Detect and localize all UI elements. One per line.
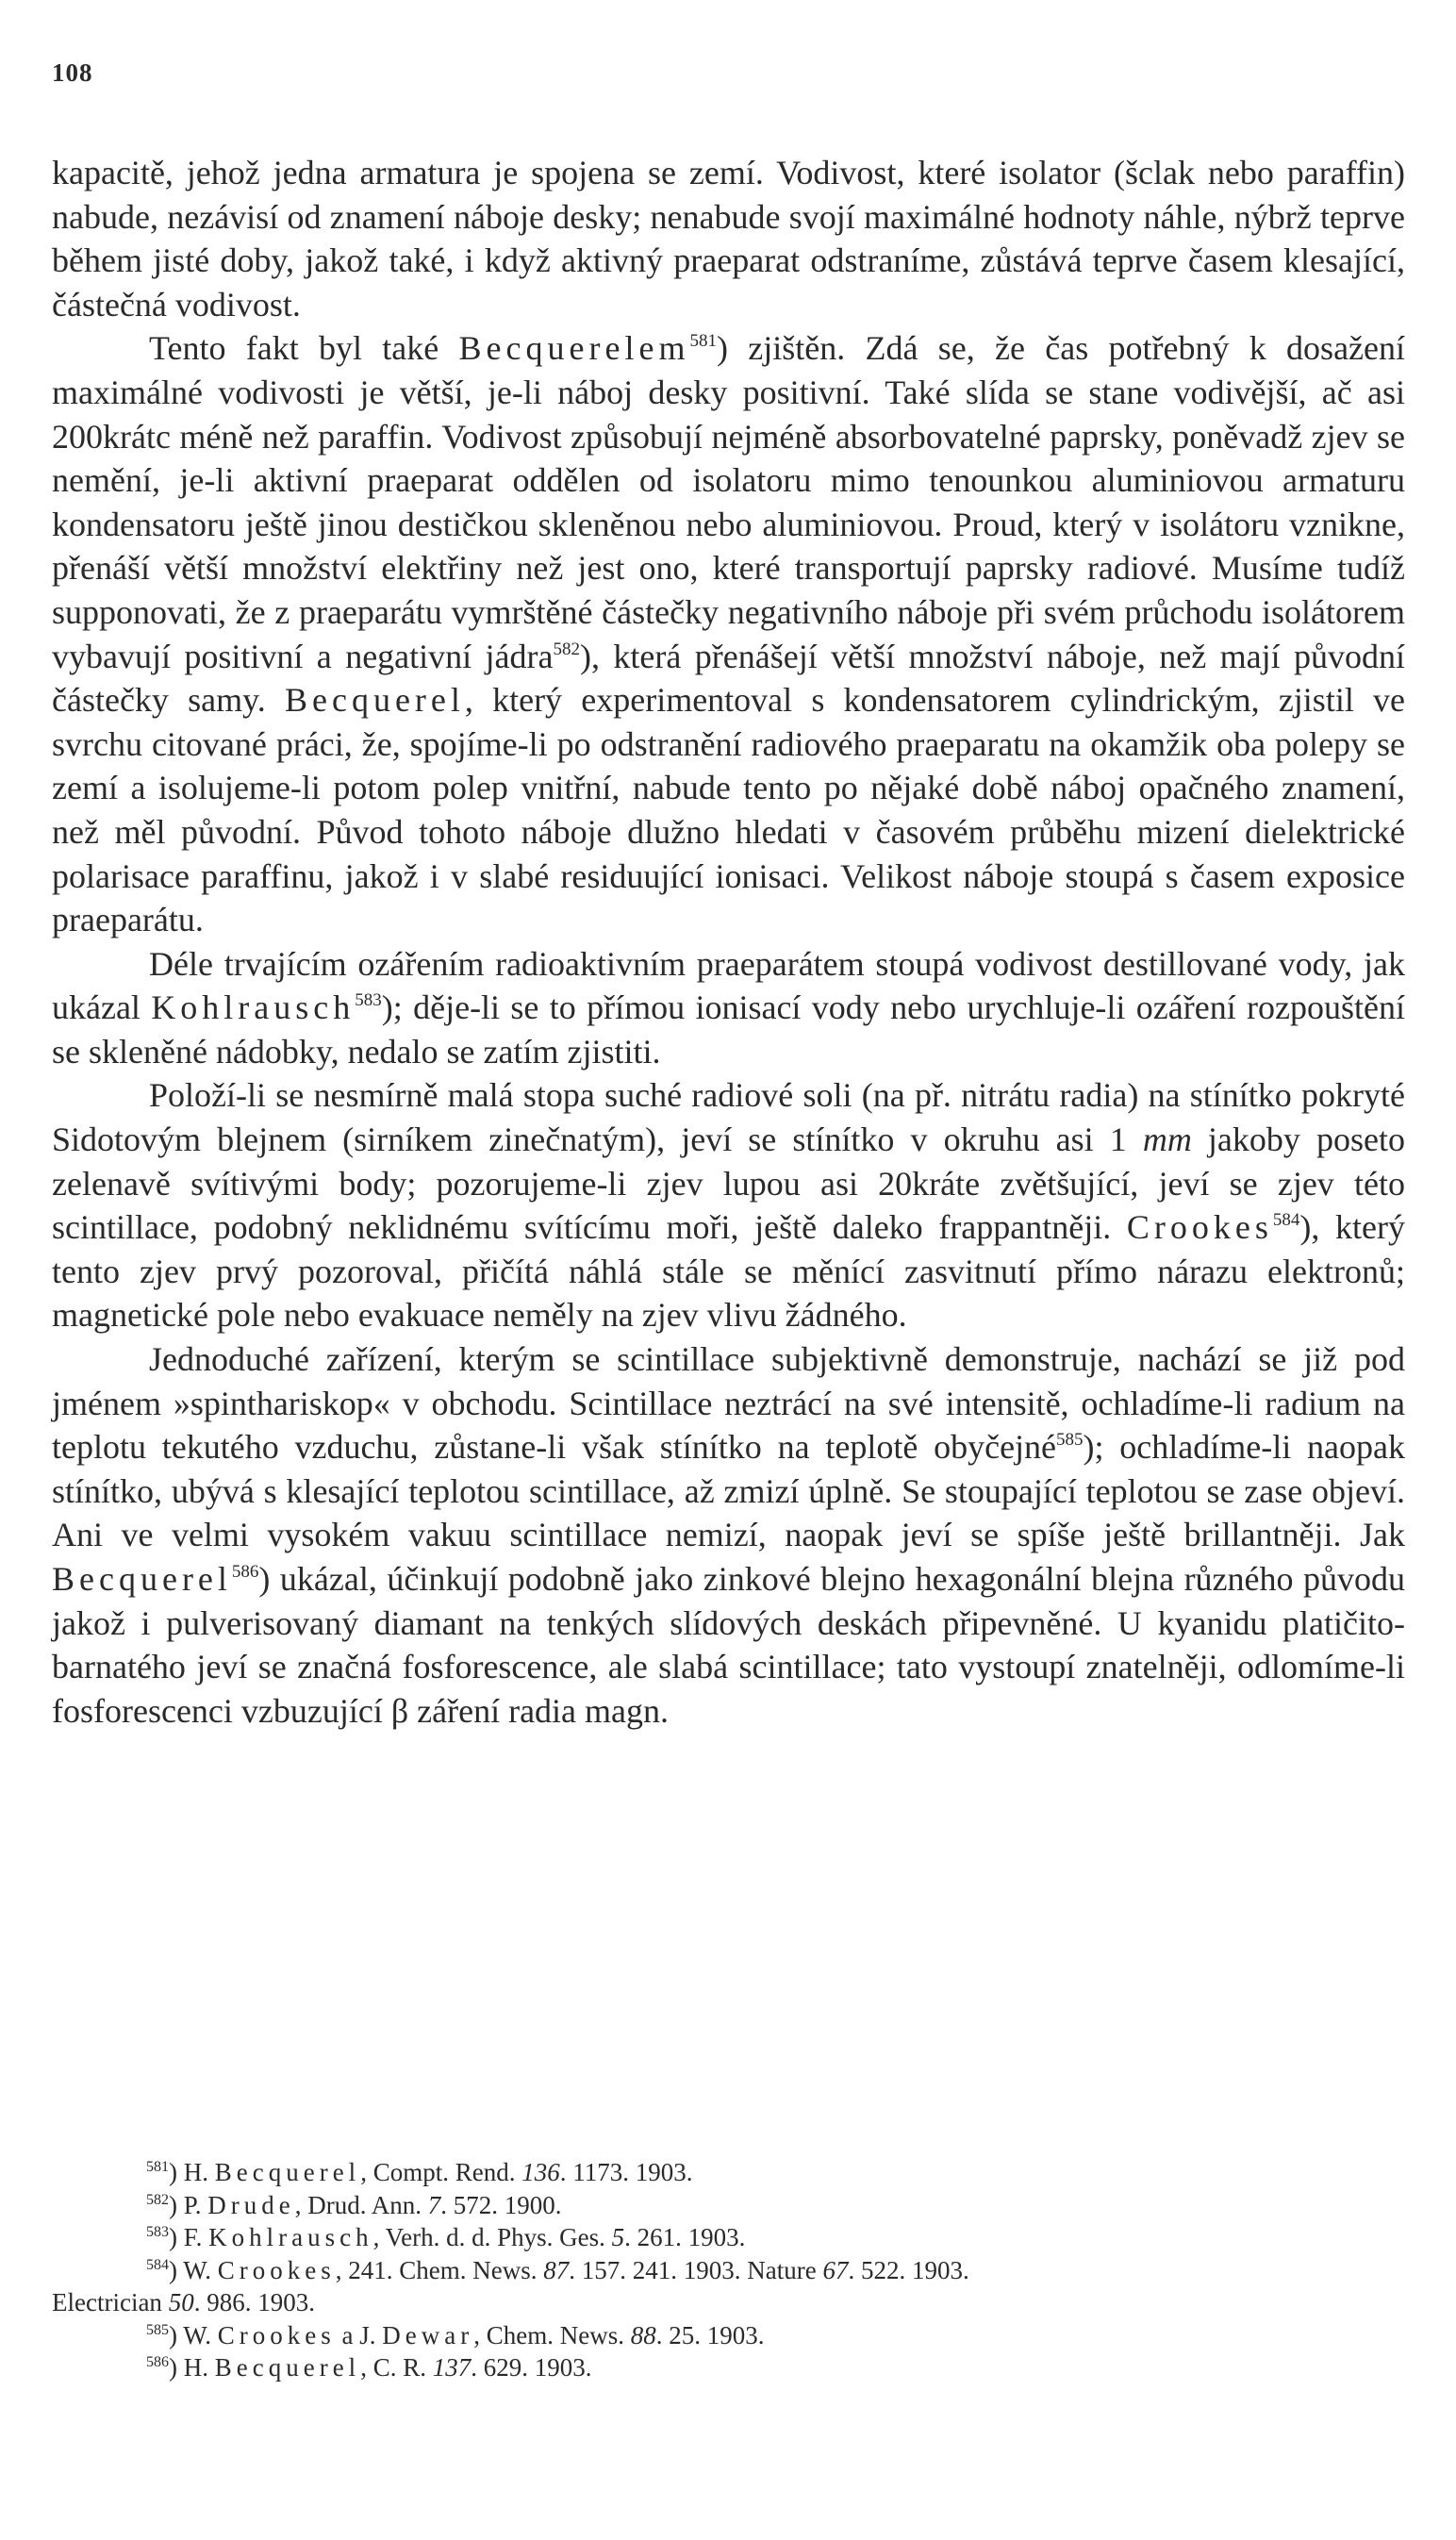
author-name: Drude <box>207 2190 295 2219</box>
author-name: Becquerel <box>214 2158 361 2186</box>
text-run: ) P. <box>169 2190 208 2219</box>
italic-text: 136 <box>521 2158 560 2186</box>
author-name: Becquerelem <box>458 329 690 368</box>
text-run: ), který tento zjev prvý pozoroval, přičítá náhlá stále se měnící zasvitnutí přímo nárazu elektronů; magnetické pole nebo evakuace neměly na zjev vlivu žádného. <box>52 1208 1405 1335</box>
text-run: , Verh. d. d. Phys. Ges. <box>372 2223 612 2251</box>
footnote-ref: 586 <box>231 1562 259 1582</box>
text-run: a J. <box>335 2320 383 2349</box>
author-name: Crookes <box>217 2255 336 2284</box>
text-run: , který experimentoval s kondensatorem cylindrickým, zjistil ve svrchu citované práci, že, spojíme-li po odstranění radiového praeparatu na okamžik oba polepy se zemí a isolujeme-li potom polep vnitřní, nabude tento po nějaké době náboj opačného znamení, než měl původní. Původ tohoto náboje dlužno hledati v časovém průběhu mizení dielektrické polarisace paraffinu, jakož i v slabé residuující ionisaci. Velikost náboje stoupá s časem exposice praeparátu. <box>52 681 1405 939</box>
text-run: ); ochladíme-li naopak stínítko, ubývá s klesající teplotou scintillace, až zmizí úplně. Se stoupající teplotou se zase objeví. Ani ve velmi vysokém vakuu scintillace nemizí, naopak jeví se spíše ještě brillantněji. Jak <box>52 1428 1405 1554</box>
text-run: . 629. 1903. <box>471 2353 592 2382</box>
text-run: Jednoduché zařízení, kterým se scintillace subjektivně demonstruje, nachází se již pod jménem »spinthariskop« v obchodu. Scintillace neztrácí na své intensitě, ochladíme-li radium na teplotu tekutého vzduchu, zůstane-li však stínítko na teplotě obyčejné <box>52 1340 1405 1467</box>
author-name: Kohlrausch <box>151 988 356 1027</box>
footnote-continuation <box>52 2286 1405 2319</box>
footnote-ref: 583 <box>146 2224 169 2240</box>
footnote-ref: 584 <box>1272 1210 1300 1231</box>
text-run: jakoby poseto zelenavě svítivými body; pozorujeme-li zjev lupou asi 20kráte zvětšující, jeví se zjev této scintillace, podobný neklidnému svítícímu moři, ještě daleko frappantněji. <box>52 1121 1405 1247</box>
text-run: Déle trvajícím ozářením radioaktivním praeparátem stoupá vodivost destillované vody, jak ukázal <box>52 944 1405 1027</box>
paragraph <box>52 151 1405 326</box>
footnote <box>52 2351 1405 2384</box>
italic-text: 7 <box>427 2190 441 2219</box>
text-run: Položí-li se nesmírně malá stopa suché radiové soli (na př. nitrátu radia) na stínítko pokryté Sidotovým blejnem (sirníkem zinečnatým), jeví se stínítko v okruhu asi 1 <box>52 1076 1405 1159</box>
author-name: Becquerel <box>52 1560 232 1598</box>
footnotes <box>52 2156 1405 2384</box>
text-run: ) ukázal, účinkují podobně jako zinkové blejno hexagonální blejna různého původu jakož i pulverisovaný diamant na tenkých slídových deskách připevněné. U kyanidu platičito-barnatého jeví se značná fosforescence, ale slabá scintillace; tato vystoupí znatelněji, odlomíme-li fosforescenci vzbuzující β záření radia magn. <box>52 1560 1405 1730</box>
text-run: ); děje-li se to přímou ionisací vody nebo urychluje-li ozáření rozpouštění se skleněné nádobky, nedalo se zatím zjistiti. <box>52 988 1406 1071</box>
paragraph <box>52 326 1405 941</box>
author-name: Becquerel <box>214 2353 361 2382</box>
text-run: , C. R. <box>360 2353 433 2382</box>
author-name: Crookes <box>1126 1208 1273 1247</box>
footnote <box>52 2189 1405 2222</box>
italic-text: 5 <box>611 2223 625 2251</box>
footnote <box>52 2254 1405 2287</box>
text-run: ) W. <box>169 2255 218 2284</box>
footnote-ref: 582 <box>553 639 581 659</box>
footnote-ref: 583 <box>355 990 382 1011</box>
text-run: . 157. 241. 1903. Nature <box>569 2255 823 2284</box>
author-name: Kohlrausch <box>208 2223 373 2251</box>
text-run: . 572. 1900. <box>440 2190 562 2219</box>
italic-text: 67 <box>822 2255 849 2284</box>
footnote-ref: 584 <box>146 2256 169 2273</box>
text-run: . 522. 1903. <box>848 2255 969 2284</box>
paragraph <box>52 1073 1405 1337</box>
footnote <box>52 2221 1405 2254</box>
text-run: Tento fakt byl také <box>149 329 459 368</box>
text-run: kapacitě, jehož jedna armatura je spojena se zemí. Vodivost, které isolator (šclak nebo paraffin) nabude, nezávisí od znamení náboje desky; nenabude svojí maximálné hodnoty náhle, nýbrž teprve během jisté doby, jakož také, i když aktivný praeparat odstraníme, zůstává teprve časem klesající, částečná vodivost. <box>52 154 1405 324</box>
text-run: , Compt. Rend. <box>360 2158 522 2186</box>
text-run: , 241. Chem. News. <box>335 2255 544 2284</box>
italic-text: 137 <box>432 2353 472 2382</box>
italic-text: 50 <box>168 2288 194 2316</box>
text-run: . 261. 1903. <box>624 2223 746 2251</box>
text-run: , Drud. Ann. <box>294 2190 428 2219</box>
text-run: ) W. <box>169 2320 218 2349</box>
text-run: ) F. <box>169 2223 209 2251</box>
text-run: ) H. <box>169 2353 215 2382</box>
text-run: ) H. <box>169 2158 215 2186</box>
footnote <box>52 2319 1405 2352</box>
italic-text: 87 <box>543 2255 570 2284</box>
paragraph <box>52 942 1405 1074</box>
text-run: . 986. 1903. <box>193 2288 315 2316</box>
italic-text: mm <box>1142 1121 1192 1159</box>
footnote-ref: 586 <box>146 2354 169 2370</box>
text-run: . 1173. 1903. <box>559 2158 693 2186</box>
footnote-ref: 585 <box>1056 1430 1084 1451</box>
paragraph <box>52 1337 1405 1733</box>
text-run: . 25. 1903. <box>655 2320 765 2349</box>
footnote <box>52 2156 1405 2189</box>
text-run: ) zjištěn. Zdá se, že čas potřebný k dosažení maximálné vodivosti je větší, je-li náboj desky positivní. Také slída se stane vodivější, ač asi 200krátc méně než paraffin. Vodivost způsobují nejméně absorbovatelné paprsky, poněvadž zjev se nemění, je-li aktivní praeparat oddělen od isolatoru mimo tenounkou aluminiovou armaturu kondensatoru ještě jinou destičkou skleněnou nebo aluminiovou. Proud, který v isolátoru vznikne, přenáší větší množství elektřiny než jest ono, které transportují paprsky radiové. Musíme tudíž supponovati, že z praeparátu vymrštěné částečky negativního náboje při svém průchodu isolátorem vybavují positivní a negativní jádra <box>52 329 1406 675</box>
text-run: ), která přenášejí větší množství náboje, než mají původní částečky samy. <box>52 637 1406 720</box>
author-name: Dewar <box>382 2320 474 2349</box>
author-name: Becquerel <box>284 681 465 720</box>
footnote-ref: 581 <box>689 331 717 352</box>
footnote-ref: 582 <box>146 2191 169 2208</box>
author-name: Crookes <box>217 2320 336 2349</box>
italic-text: 88 <box>630 2320 656 2349</box>
body-text <box>52 151 1405 1733</box>
text-run: , Chem. News. <box>473 2320 631 2349</box>
text-run: Electrician <box>52 2288 169 2316</box>
footnote-ref: 581 <box>146 2159 169 2175</box>
page-number: 108 <box>52 58 93 87</box>
footnote-ref: 585 <box>146 2321 169 2338</box>
